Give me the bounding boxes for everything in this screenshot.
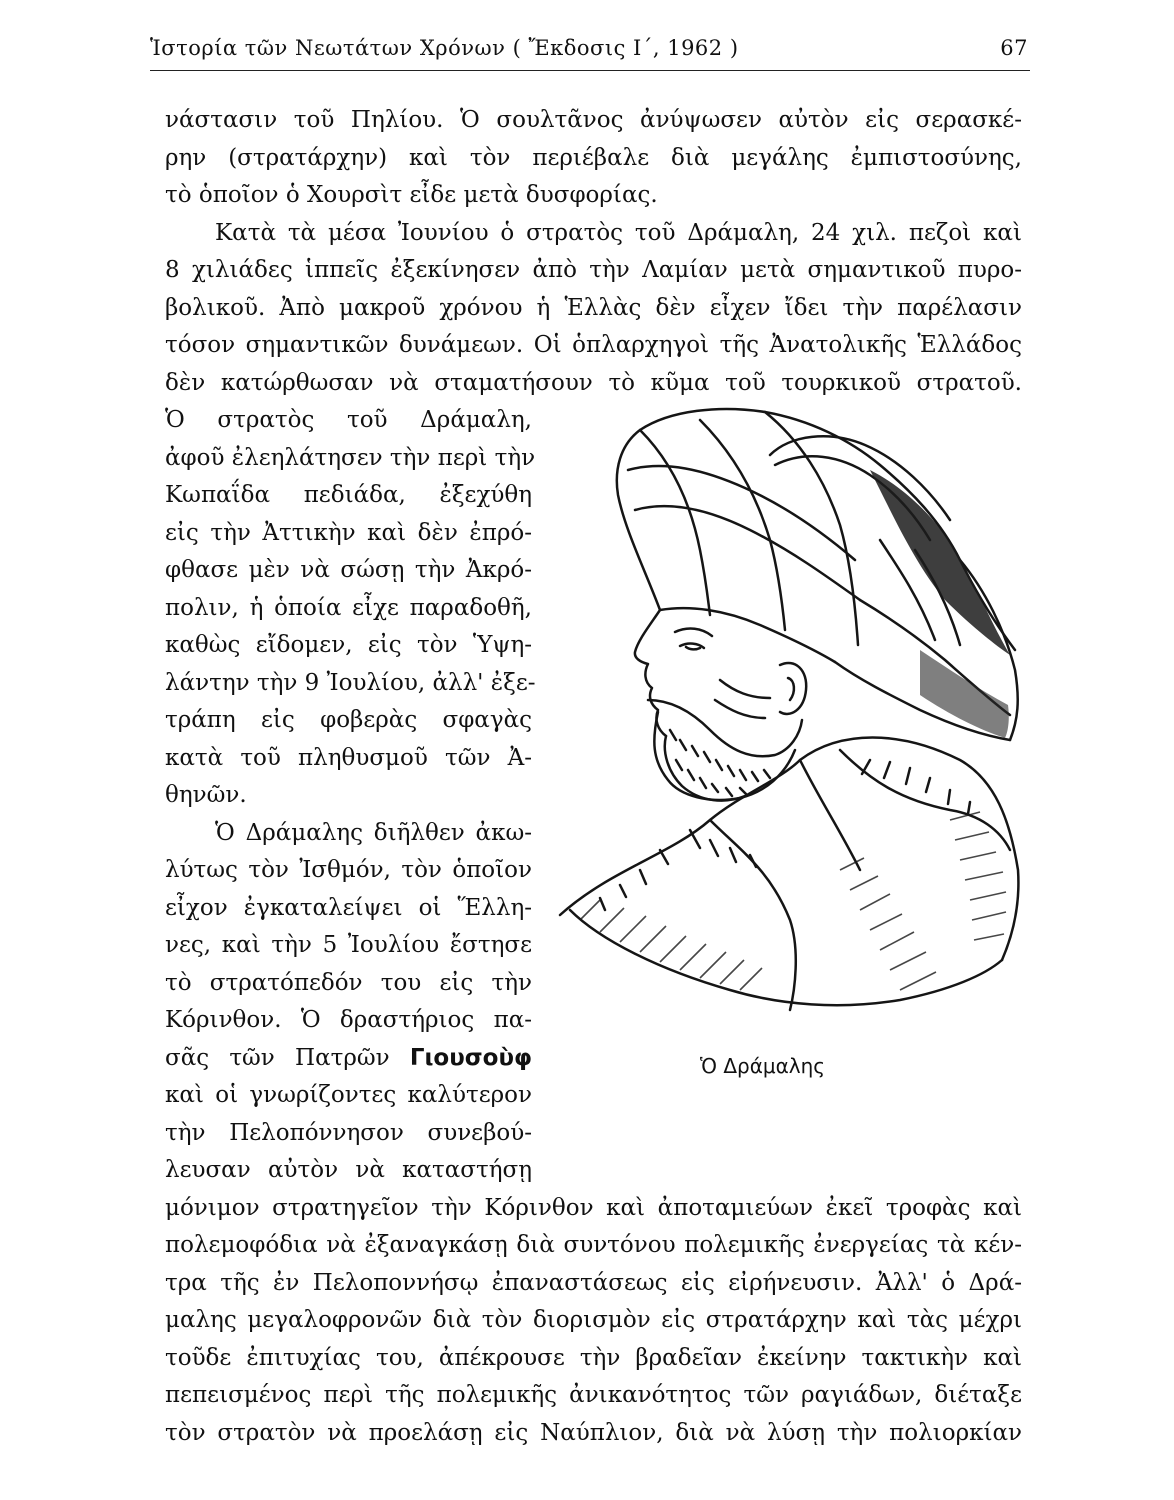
text-line: πολιν, ἡ ὁποία εἶχε παραδοθῆ, <box>165 594 532 621</box>
bold-name: Γιουσοὺφ <box>409 1044 532 1071</box>
text-line: νες, καὶ τὴν 5 Ἰουλίου ἔστησε <box>165 932 532 958</box>
text-line: τὸ ὁποῖον ὁ Χουρσὶτ εἶδε μετὰ δυσφορίας. <box>165 182 658 208</box>
text-line: λάντην τὴν 9 Ἰουλίου, ἀλλ' ἐξε- <box>165 669 536 696</box>
text-line: καὶ οἱ γνωρίζοντες καλύτερον <box>165 1082 532 1108</box>
text-line: τρα τῆς ἐν Πελοποννήσῳ ἐπαναστάσεως εἰς εἰρήνευσιν. Ἀλλ' ὁ Δρά- <box>165 1269 1022 1296</box>
text-line: μόνιμον στρατηγεῖον τὴν Κόρινθον καὶ ἀποταμιεύων ἐκεῖ τροφὰς καὶ <box>165 1194 1022 1221</box>
text-line: κατὰ τοῦ πληθυσμοῦ τῶν Ἀ- <box>165 744 532 771</box>
text-line: τόσον σημαντικῶν δυνάμεων. Οἱ ὁπλαρχηγοὶ τῆς Ἀνατολικῆς Ἑλλάδος <box>165 332 1022 358</box>
running-title: Ἱστορία τῶν Νεωτάτων Χρόνων ( Ἔκδοσις Ι΄, 1962 ) <box>150 36 739 60</box>
portrait-illustration-icon <box>540 400 1030 1040</box>
header-rule <box>150 70 1030 71</box>
text-line: ἀφοῦ ἐλεηλάτησεν τὴν περὶ τὴν <box>165 444 536 471</box>
text-line: φθασε μὲν νὰ σώσῃ τὴν Ἀκρό- <box>165 557 532 583</box>
text-line: λευσαν αὐτὸν νὰ καταστήσῃ <box>165 1157 532 1183</box>
text-line: μαλης μεγαλοφρονῶν διὰ τὸν διορισμὸν εἰς στρατάρχην καὶ τὰς μέχρι <box>165 1307 1022 1333</box>
text-line: πεπεισμένος περὶ τῆς πολεμικῆς ἀνικανότητος τῶν ραγιάδων, διέταξε <box>165 1382 1022 1408</box>
page-number: 67 <box>1000 36 1028 60</box>
text-line: νάστασιν τοῦ Πηλίου. Ὁ σουλτᾶνος ἀνύψωσεν αὐτὸν εἰς σερασκέ- <box>165 107 1022 133</box>
text-line: τὸ στρατόπεδόν του εἰς τὴν <box>165 969 532 996</box>
text-line: τοῦδε ἐπιτυχίας του, ἀπέκρουσε τὴν βραδεῖαν ἐκείνην τακτικὴν καὶ <box>165 1344 1022 1371</box>
text-line: Κωπαΐδα πεδιάδα, ἐξεχύθη <box>165 482 532 508</box>
text-line: Ὁ Δράμαλης διῆλθεν ἀκω- <box>215 819 532 846</box>
text-line: 8 χιλιάδες ἱππεῖς ἐξεκίνησεν ἀπὸ τὴν Λαμίαν μετὰ σημαντικοῦ πυρο- <box>165 257 1022 283</box>
figure-caption: Ὁ Δράμαλης <box>700 1054 826 1078</box>
text-line: καθὼς εἴδομεν, εἰς τὸν Ὑψη- <box>165 632 532 658</box>
text-line: ρην (στρατάρχην) καὶ τὸν περιέβαλε διὰ μεγάλης ἐμπιστοσύνης, <box>165 144 1022 171</box>
text-line: εἶχον ἐγκαταλείψει οἱ Ἕλλη- <box>165 894 532 921</box>
text-line: τὴν Πελοπόννησον συνεβού- <box>165 1119 532 1146</box>
text-line: λύτως τὸν Ἰσθμόν, τὸν ὁποῖον <box>165 857 532 883</box>
text-line: τὸν στρατὸν νὰ προελάσῃ εἰς Ναύπλιον, διὰ νὰ λύσῃ τὴν πολιορκίαν <box>165 1419 1022 1446</box>
text-line <box>165 1040 532 1078</box>
text-line: Ὁ στρατὸς τοῦ Δράμαλη, <box>165 407 532 433</box>
text-line: πολεμοφόδια νὰ ἐξαναγκάσῃ διὰ συντόνου πολεμικῆς ἐνεργείας τὰ κέν- <box>165 1232 1022 1258</box>
page-header <box>150 28 1030 68</box>
text-segment: σᾶς τῶν Πατρῶν <box>165 1044 390 1071</box>
text-line: εἰς τὴν Ἀττικὴν καὶ δὲν ἐπρό- <box>165 519 532 546</box>
text-line: Κατὰ τὰ μέσα Ἰουνίου ὁ στρατὸς τοῦ Δράμαλη, 24 χιλ. πεζοὶ καὶ <box>215 219 1022 246</box>
text-line: βολικοῦ. Ἀπὸ μακροῦ χρόνου ἡ Ἑλλὰς δὲν εἶχεν ἴδει τὴν παρέλασιν <box>165 294 1022 321</box>
text-line: δὲν κατώρθωσαν νὰ σταματήσουν τὸ κῦμα τοῦ τουρκικοῦ στρατοῦ. <box>165 369 1022 396</box>
text-line: τράπη εἰς φοβερὰς σφαγὰς <box>165 707 532 733</box>
text-line: θηνῶν. <box>165 782 247 808</box>
text-line: Κόρινθον. Ὁ δραστήριος πα- <box>165 1007 532 1033</box>
